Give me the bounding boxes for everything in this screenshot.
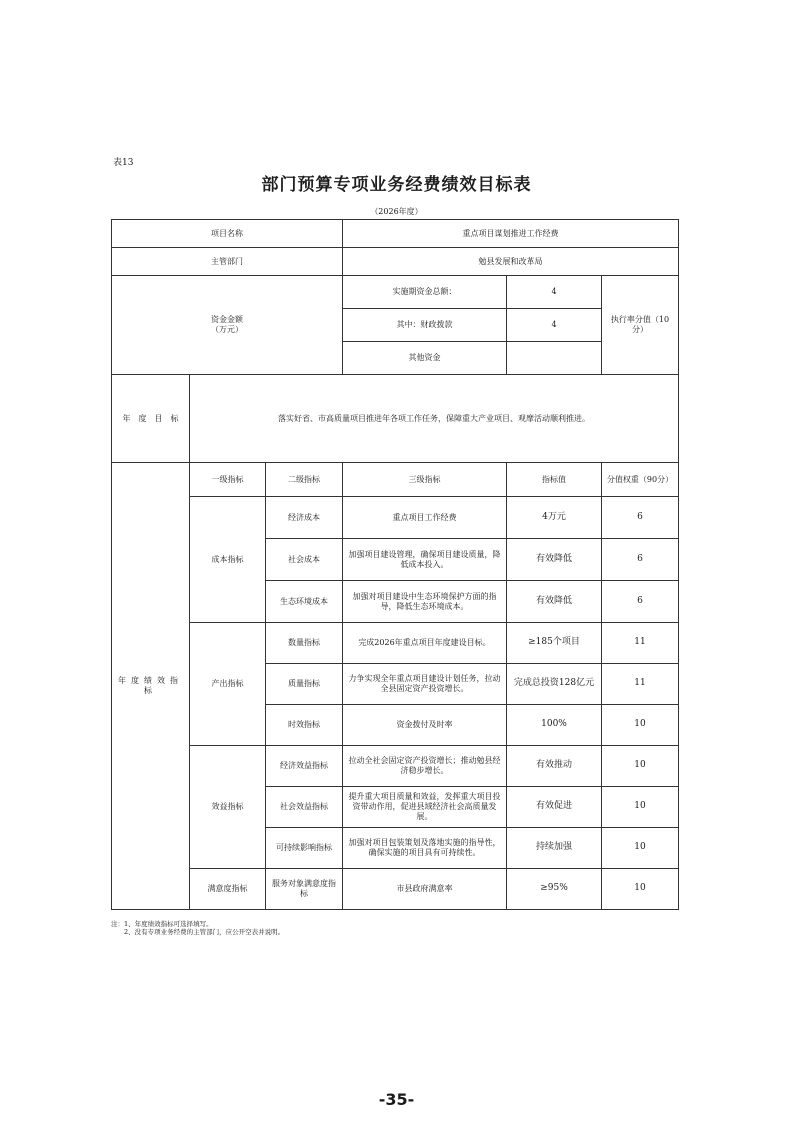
col-level3-header: 三级指标 (343, 463, 507, 497)
col-level1-header: 一级指标 (190, 463, 266, 497)
col-level2-header: 二级指标 (266, 463, 343, 497)
indicator-level2: 时效指标 (266, 705, 343, 746)
execution-rate-score: 执行率分值（10分） (602, 276, 679, 375)
indicator-value: 4万元 (507, 497, 602, 539)
indicator-level2: 服务对象满意度指标 (266, 869, 343, 910)
fiscal-fund-value: 4 (507, 309, 602, 342)
page-number: -35- (378, 1090, 415, 1109)
document-title: 部门预算专项业务经费绩效目标表 (261, 175, 532, 195)
indicator-value: 持续加强 (507, 828, 602, 869)
department-value: 勉县发展和改革局 (343, 248, 679, 276)
fund-label-line1: 资金金额 (211, 315, 243, 324)
project-name-value: 重点项目谋划推进工作经费 (343, 220, 679, 248)
indicator-level3: 市县政府满意率 (343, 869, 507, 910)
group-satisfaction: 满意度指标 (190, 869, 266, 910)
indicator-value: ≥95% (507, 869, 602, 910)
indicator-value: 有效降低 (507, 539, 602, 581)
footnote-1: 注：1、年度绩效指标可选择填写。 (111, 920, 213, 928)
indicator-weight: 11 (602, 664, 679, 705)
indicator-weight: 10 (602, 869, 679, 910)
indicator-value: ≥185个项目 (507, 623, 602, 664)
indicator-level3: 力争实现全年重点项目建设计划任务，拉动全县固定资产投资增长。 (343, 664, 507, 705)
indicator-weight: 6 (602, 497, 679, 539)
indicator-weight: 11 (602, 623, 679, 664)
document-year: （2026年度） (370, 207, 423, 216)
indicator-weight: 10 (602, 705, 679, 746)
indicator-level2: 质量指标 (266, 664, 343, 705)
indicator-level2: 生态环境成本 (266, 581, 343, 623)
indicator-weight: 10 (602, 787, 679, 828)
indicator-value: 完成总投资128亿元 (507, 664, 602, 705)
indicator-weight: 10 (602, 746, 679, 787)
indicator-weight: 6 (602, 581, 679, 623)
indicator-value: 100% (507, 705, 602, 746)
group-cost: 成本指标 (190, 497, 266, 623)
fund-amount-label (112, 276, 343, 375)
total-fund-value: 4 (507, 276, 602, 309)
other-fund-label: 其他资金 (343, 342, 507, 375)
indicator-weight: 10 (602, 828, 679, 869)
project-name-label: 项目名称 (112, 220, 343, 248)
indicator-value: 有效推动 (507, 746, 602, 787)
indicator-section-label: 年度绩效指标 (112, 463, 190, 910)
fund-label-line2: （万元） (211, 325, 243, 334)
performance-target-table (111, 219, 679, 910)
annual-goal-label: 年 度 目 标 (112, 375, 190, 463)
indicator-level3: 完成2026年重点项目年度建设目标。 (343, 623, 507, 664)
footnote-2: 2、没有专项业务经费的主管部门，应公开空表并说明。 (124, 928, 285, 936)
indicator-value: 有效促进 (507, 787, 602, 828)
group-output: 产出指标 (190, 623, 266, 746)
indicator-level3: 加强项目建设管理，确保项目建设质量，降低成本投入。 (343, 539, 507, 581)
indicator-level2: 可持续影响指标 (266, 828, 343, 869)
indicator-value: 有效降低 (507, 581, 602, 623)
indicator-level3: 加强对项目建设中生态环境保护方面的指导，降低生态环境成本。 (343, 581, 507, 623)
indicator-level3: 资金拨付及时率 (343, 705, 507, 746)
annual-goal-text: 落实好省、市高质量项目推进年各项工作任务，保障重大产业项目、观摩活动顺利推进。 (190, 375, 679, 463)
col-value-header: 指标值 (507, 463, 602, 497)
indicator-weight: 6 (602, 539, 679, 581)
indicator-level2: 经济效益指标 (266, 746, 343, 787)
department-label: 主管部门 (112, 248, 343, 276)
col-weight-header: 分值权重（90分） (602, 463, 679, 497)
indicator-level3: 提升重大项目质量和效益，发挥重大项目投资带动作用，促进县域经济社会高质量发展。 (343, 787, 507, 828)
fiscal-fund-label: 其中：财政拨款 (343, 309, 507, 342)
indicator-level2: 社会成本 (266, 539, 343, 581)
indicator-level3: 重点项目工作经费 (343, 497, 507, 539)
indicator-level2: 数量指标 (266, 623, 343, 664)
other-fund-value (507, 342, 602, 375)
indicator-level3: 加强对项目包装策划及落地实施的指导性，确保实施的项目具有可持续性。 (343, 828, 507, 869)
total-fund-label: 实施期资金总额： (343, 276, 507, 309)
table-label: 表13 (113, 158, 134, 168)
indicator-level2: 社会效益指标 (266, 787, 343, 828)
indicator-level2: 经济成本 (266, 497, 343, 539)
indicator-level3: 拉动全社会固定资产投资增长；推动勉县经济稳步增长。 (343, 746, 507, 787)
group-benefit: 效益指标 (190, 746, 266, 869)
